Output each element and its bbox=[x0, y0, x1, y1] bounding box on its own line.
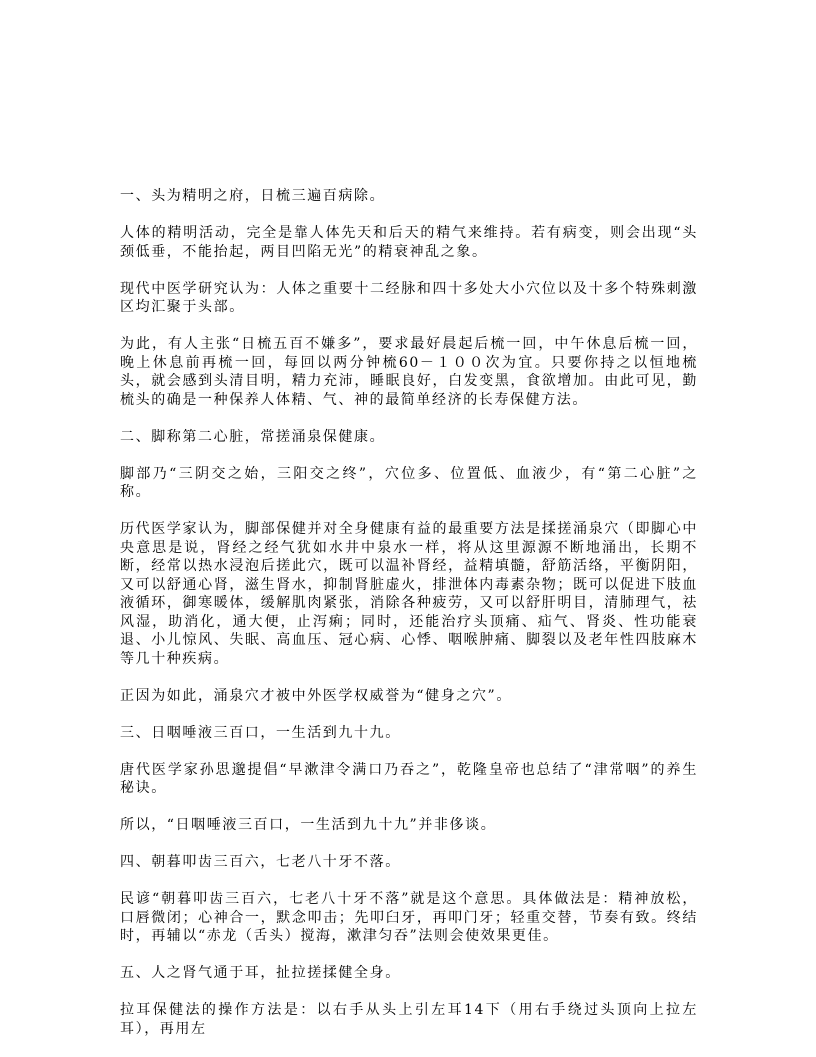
document-page bbox=[120, 187, 698, 1057]
paragraph: 人体的精明活动，完全是靠人体先天和后天的精气来维持。若有病变，则会出现“头颈低垂，不能抬起，两目凹陷无光”的精衰神乱之象。 bbox=[120, 225, 698, 260]
paragraph: 历代医学家认为，脚部保健并对全身健康有益的最重要方法是揉搓涌泉穴（即脚心中央意思是说，肾经之经气犹如水井中泉水一样，将从这里源源不断地涌出，长期不断，经常以热水浸泡后搓此穴，既可以温补肾经，益精填髓，舒筋活络，平衡阴阳，又可以舒通心肾，滋生肾水，抑制肾脏虚火，排泄体内毒素杂物；既可以促进下肢血液循环，御寒暖体，缓解肌肉紧张，消除各种疲劳，又可以舒肝明目，清肺理气，祛风湿，助消化，通大便，止泻痢；同时，还能治疗头顶痛、疝气、肾炎、性功能衰退、小儿惊风、失眠、高血压、冠心病、心悸、咽喉肿痛、脚裂以及老年性四肢麻木等几十种疾病。 bbox=[120, 521, 698, 667]
section-heading-4: 四、朝暮叩齿三百六，七老八十牙不落。 bbox=[120, 854, 401, 870]
paragraph: 脚部乃“三阴交之始，三阳交之终”，穴位多、位置低、血液少，有“第二心脏”之称。 bbox=[120, 465, 698, 500]
section-heading-5: 五、人之肾气通于耳，扯拉搓揉健全身。 bbox=[120, 965, 401, 981]
paragraph: 正因为如此，涌泉穴才被中外医学权威誉为“健身之穴”。 bbox=[120, 687, 512, 704]
paragraph: 所以，“日咽唾液三百口，一生活到九十九”并非侈谈。 bbox=[120, 817, 497, 833]
paragraph: 拉耳保健法的操作方法是：以右手从头上引左耳14下（用右手绕过头顶向上拉左耳），再用左 bbox=[120, 1002, 698, 1037]
paragraph: 民谚“朝暮叩齿三百六，七老八十牙不落”就是这个意思。具体做法是：精神放松，口唇微闭；心神合一，默念叩击；先叩臼牙，再叩门牙；轻重交替，节奏有致。终结时，再辅以“赤龙（舌头）搅海，漱津匀吞”法则会使效果更佳。 bbox=[120, 891, 698, 944]
paragraph: 唐代医学家孙思邈提倡“早漱津令满口乃吞之”，乾隆皇帝也总结了“津常咽”的养生秘诀。 bbox=[120, 761, 698, 796]
paragraph: 为此，有人主张“日梳五百不嫌多”，要求最好晨起后梳一回，中午休息后梳一回，晚上休息前再梳一回，每回以两分钟梳60－１００次为宜。只要你持之以恒地梳头，就会感到头清目明，精力充沛，睡眠良好，白发变黑，食欲增加。由此可见，勤梳头的确是一种保养人体精、气、神的最简单经济的长寿保健方法。 bbox=[120, 336, 698, 408]
section-heading-3: 三、日咽唾液三百口，一生活到九十九。 bbox=[120, 724, 401, 741]
section-heading-2: 二、脚称第二心脏，常搓涌泉保健康。 bbox=[120, 428, 386, 445]
section-heading-1: 一、头为精明之府，日梳三遍百病除。 bbox=[120, 188, 386, 204]
paragraph: 现代中医学研究认为：人体之重要十二经脉和四十多处大小穴位以及十多个特殊刺激区均汇聚于头部。 bbox=[120, 280, 698, 315]
